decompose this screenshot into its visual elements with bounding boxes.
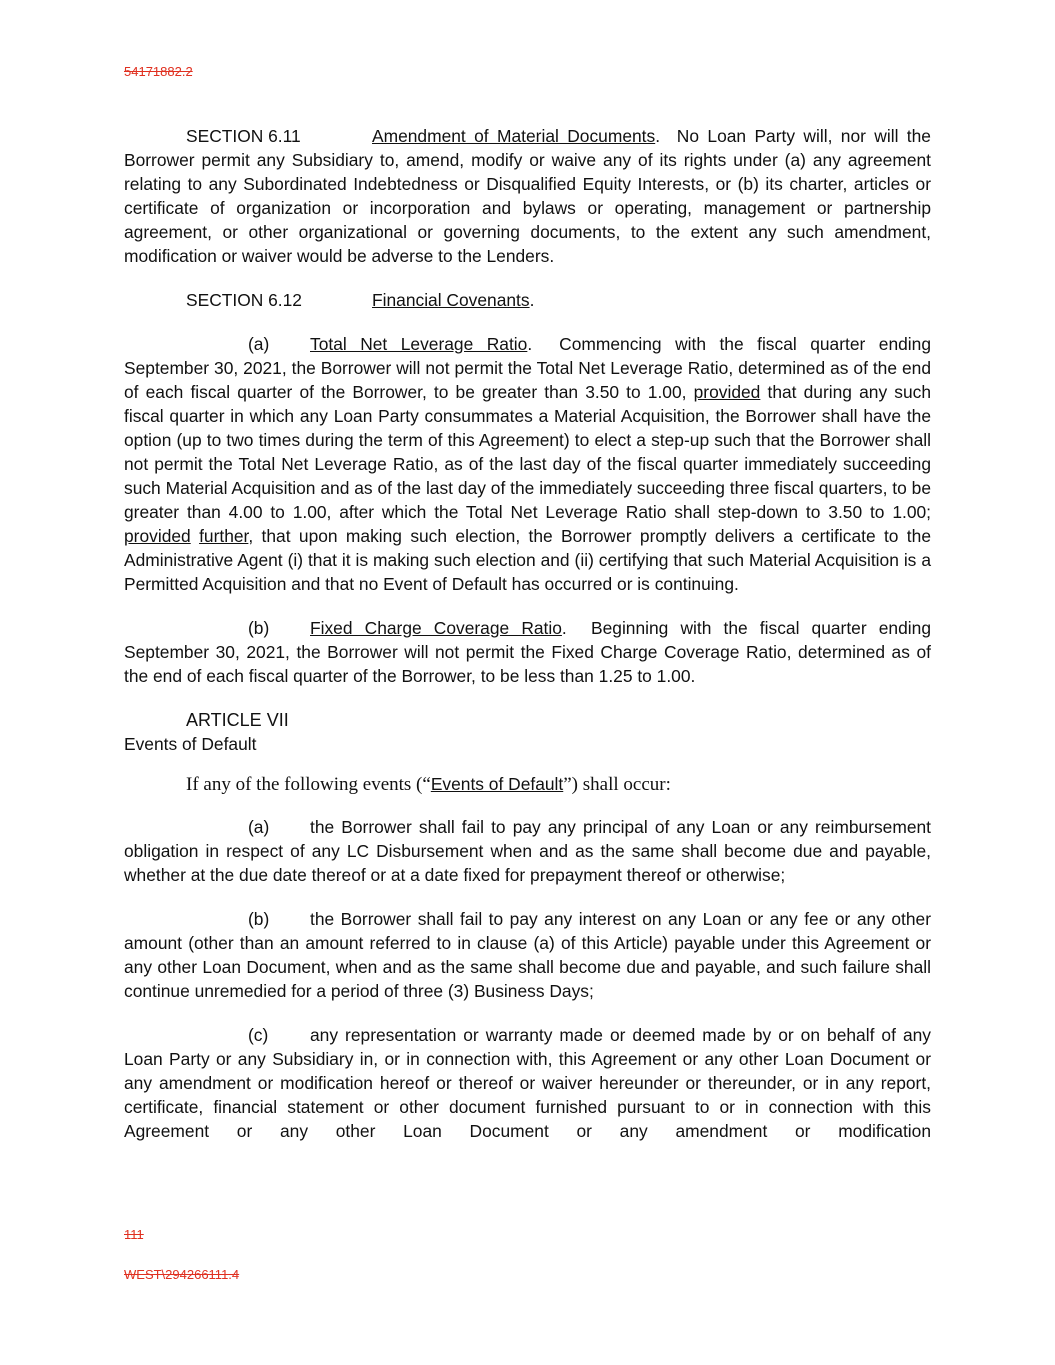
section-6-12-number: SECTION 6.12 <box>186 290 302 310</box>
item-label: (a) <box>248 334 270 354</box>
header-doc-number: 54171882.2 <box>124 64 193 79</box>
footer-file-id: WEST\294266111.4 <box>124 1267 240 1282</box>
footer-page-number: 111 <box>124 1227 144 1242</box>
section-6-12-heading: SECTION 6.12 Financial Covenants. <box>186 290 535 310</box>
list-item: (b) the Borrower shall fail to pay any interest on any Loan or any fee or any other amount (other than an amount referred to in clause (a) of this Article) payable under this Agreement or any other Loan Document, when and as the same shall become due and payable, and such failure shall continue unremedied for a period of three (3) Business Days; <box>124 909 931 1001</box>
item-label: (c) <box>248 1025 269 1045</box>
fixed-charge-coverage-ratio-title: Fixed Charge Coverage Ratio <box>310 618 562 638</box>
document-body <box>124 124 931 1143</box>
list-item: (a) the Borrower shall fail to pay any principal of any Loan or any reimbursement obligation in respect of any LC Disbursement when and as the same shall become due and payable, whether at the due date thereof or at a date fixed for prepayment thereof or otherwise; <box>124 817 931 885</box>
list-item: (c) any representation or warranty made or deemed made by or on behalf of any Loan Party or any Subsidiary in, or in connection with, this Agreement or any other Loan Document or any amendment or modification hereof or thereof or waiver hereunder or thereunder, or in any report, certificate, financial statement or other document furnished pursuant to or in connection with this Agreement or any other Loan Document or any amendment or modification <box>124 1025 931 1141</box>
article-7-heading: ARTICLE VII <box>186 710 289 730</box>
section-6-12-title: Financial Covenants <box>372 290 530 310</box>
section-6-11-title: Amendment of Material Documents <box>372 126 656 146</box>
provided-term: provided <box>124 526 191 546</box>
total-net-leverage-ratio-title: Total Net Leverage Ratio <box>310 334 528 354</box>
provided-term: provided <box>693 382 761 402</box>
article-7-intro: If any of the following events (“Events of Default”) shall occur: <box>186 774 671 795</box>
article-7-subheading: Events of Default <box>124 734 257 754</box>
section-6-11-number: SECTION 6.11 <box>186 126 301 146</box>
further-term: further <box>199 526 249 546</box>
item-label: (b) <box>248 618 270 638</box>
events-of-default-term: Events of Default <box>430 774 564 794</box>
section-6-11-paragraph: SECTION 6.11 Amendment of Material Documents. No Loan Party will, nor will the Borrower permit any Subsidiary to, amend, modify or waive any of its rights under (a) any agreement relating to any Subordinated Indebtedness or Disqualified Equity Interests, or (b) its charter, articles or certificate of organization or incorporation and bylaws or operating, management or partnership agreement, or other organizational or governing documents, to the extent any such amendment, modification or waiver would be adverse to the Lenders. <box>124 126 931 266</box>
section-6-11-text: No Loan Party will, nor will the Borrower permit any Subsidiary to, amend, modify or waive any of its rights under (a) any agreement relating to any Subordinated Indebtedness or Disqualified Equity Interests, or (b) its charter, articles or certificate of organization or incorporation and bylaws or operating, management or partnership agreement, or other organizational or governing documents, to the extent any such amendment, modification or waiver would be adverse to the Lenders. <box>124 126 931 266</box>
item-label: (b) <box>248 909 270 929</box>
section-6-12-a-paragraph: (a) Total Net Leverage Ratio. Commencing with the fiscal quarter ending September 30, 2021, the Borrower will not permit the Total Net Leverage Ratio, determined as of the end of each fiscal quarter of the Borrower, to be greater than 3.50 to 1.00, provided that during any such fiscal quarter in which any Loan Party consummates a Material Acquisition, the Borrower shall have the option (up to two times during the term of this Agreement) to elect a step-up such that the Borrower shall not permit the Total Net Leverage Ratio, as of the last day of the fiscal quarter immediately succeeding such Material Acquisition and as of the last day of the immediately succeeding three fiscal quarters, to be greater than 4.00 to 1.00, after which the Total Net Leverage Ratio shall step-down to 3.50 to 1.00; provided further, that upon making such election, the Borrower promptly delivers a certificate to the Administrative Agent (i) that it is making such election and (ii) certifying that such Material Acquisition is a Permitted Acquisition and that no Event of Default has occurred or is continuing. <box>124 334 931 594</box>
section-6-12-b-paragraph: (b) Fixed Charge Coverage Ratio. Beginning with the fiscal quarter ending September 30, 2021, the Borrower will not permit the Fixed Charge Coverage Ratio, determined as of the end of each fiscal quarter of the Borrower, to be less than 1.25 to 1.00. <box>124 618 931 686</box>
item-label: (a) <box>248 817 270 837</box>
